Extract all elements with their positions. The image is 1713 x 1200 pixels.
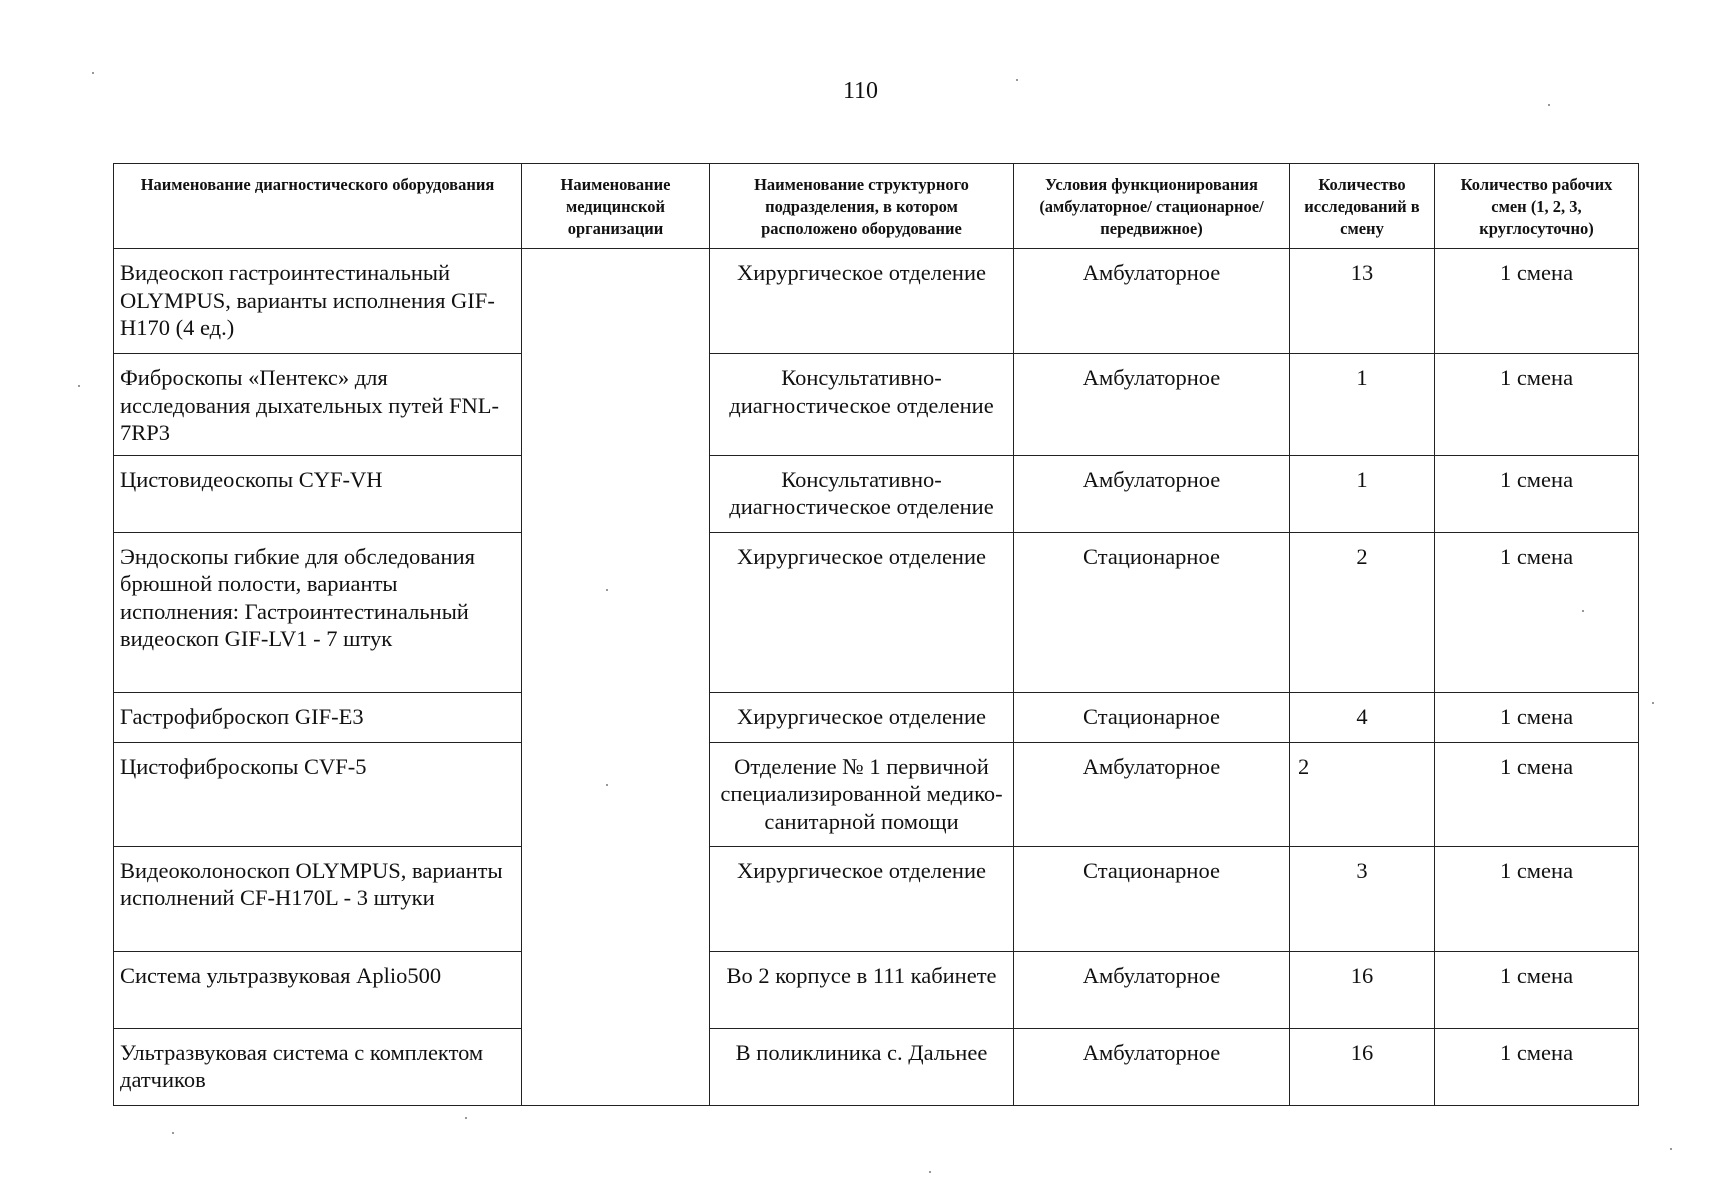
table-row [114,1028,1639,1105]
count-cell: 13 [1290,249,1435,354]
scan-speck [606,784,608,786]
shifts-cell: 1 смена [1435,846,1639,951]
scan-speck [1582,610,1584,612]
scan-speck [1016,79,1018,81]
division-cell: Хирургическое отделение [710,532,1014,692]
shifts-cell: 1 смена [1435,742,1639,846]
count-cell: 2 [1290,742,1435,846]
conditions-cell: Амбулаторное [1014,455,1290,532]
equipment-cell: Цистовидеоскопы CYF-VH [114,455,522,532]
shifts-cell: 1 смена [1435,354,1639,456]
header-organization-name: Наименование медицинской организации [522,164,710,249]
division-cell: Хирургическое отделение [710,846,1014,951]
conditions-cell: Амбулаторное [1014,354,1290,456]
count-cell: 16 [1290,1028,1435,1105]
header-operating-conditions: Условия функционирования (амбулаторное/ стационарное/передвижное) [1014,164,1290,249]
table-row [114,455,1639,532]
count-cell: 1 [1290,354,1435,456]
table-row [114,249,1639,354]
scan-speck [606,589,608,591]
shifts-cell: 1 смена [1435,532,1639,692]
scan-speck [1548,104,1550,106]
scan-speck [78,385,80,387]
division-cell: Отделение № 1 первичной специализированной медико-санитарной помощи [710,742,1014,846]
table-row [114,846,1639,951]
page-number: 110 [842,78,879,104]
header-division-name: Наименование структурного подразделения, в котором расположено оборудование [710,164,1014,249]
count-cell: 4 [1290,692,1435,742]
equipment-cell: Ультразвуковая система с комплектом датчиков [114,1028,522,1105]
division-cell: Консультативно-диагностическое отделение [710,354,1014,456]
conditions-cell: Стационарное [1014,846,1290,951]
equipment-cell: Видеоскоп гастроинтестинальный OLYMPUS, варианты исполнения GIF-H170 (4 ед.) [114,249,522,354]
equipment-cell: Видеоколоноскоп OLYMPUS, варианты исполнений CF-H170L - 3 штуки [114,846,522,951]
shifts-cell: 1 смена [1435,1028,1639,1105]
scan-speck [1652,702,1654,704]
organization-cell [522,249,710,1106]
equipment-cell: Цистофиброскопы CVF-5 [114,742,522,846]
conditions-cell: Амбулаторное [1014,742,1290,846]
conditions-cell: Амбулаторное [1014,951,1290,1028]
equipment-cell: Гастрофиброскоп GIF-E3 [114,692,522,742]
table-row [114,951,1639,1028]
conditions-cell: Амбулаторное [1014,1028,1290,1105]
equipment-cell: Эндоскопы гибкие для обследования брюшной полости, варианты исполнения: Гастроинтестинальный видеоскоп GIF-LV1 - 7 штук [114,532,522,692]
conditions-cell: Стационарное [1014,692,1290,742]
table-header-row [114,164,1639,249]
scan-speck [92,72,94,74]
table-row [114,354,1639,456]
header-work-shifts: Количество рабочих смен (1, 2, 3, круглосуточно) [1435,164,1639,249]
shifts-cell: 1 смена [1435,951,1639,1028]
shifts-cell: 1 смена [1435,249,1639,354]
conditions-cell: Амбулаторное [1014,249,1290,354]
diagnostic-equipment-table [113,163,1639,1106]
header-equipment-name: Наименование диагностического оборудования [114,164,522,249]
division-cell: Хирургическое отделение [710,249,1014,354]
equipment-cell: Фиброскопы «Пентекс» для исследования дыхательных путей FNL-7RP3 [114,354,522,456]
count-cell: 2 [1290,532,1435,692]
shifts-cell: 1 смена [1435,692,1639,742]
shifts-cell: 1 смена [1435,455,1639,532]
division-cell: Хирургическое отделение [710,692,1014,742]
scan-speck [465,1117,467,1119]
division-cell: Консультативно-диагностическое отделение [710,455,1014,532]
scan-speck [1670,1148,1672,1150]
header-studies-per-shift: Количество исследований в смену [1290,164,1435,249]
conditions-cell: Стационарное [1014,532,1290,692]
table-row [114,532,1639,692]
table-row [114,742,1639,846]
division-cell: Во 2 корпусе в 111 кабинете [710,951,1014,1028]
table-row [114,692,1639,742]
count-cell: 16 [1290,951,1435,1028]
equipment-cell: Система ультразвуковая Aplio500 [114,951,522,1028]
count-cell: 1 [1290,455,1435,532]
scan-speck [929,1171,931,1173]
scan-speck [172,1132,174,1134]
count-cell: 3 [1290,846,1435,951]
division-cell: В поликлиника с. Дальнее [710,1028,1014,1105]
